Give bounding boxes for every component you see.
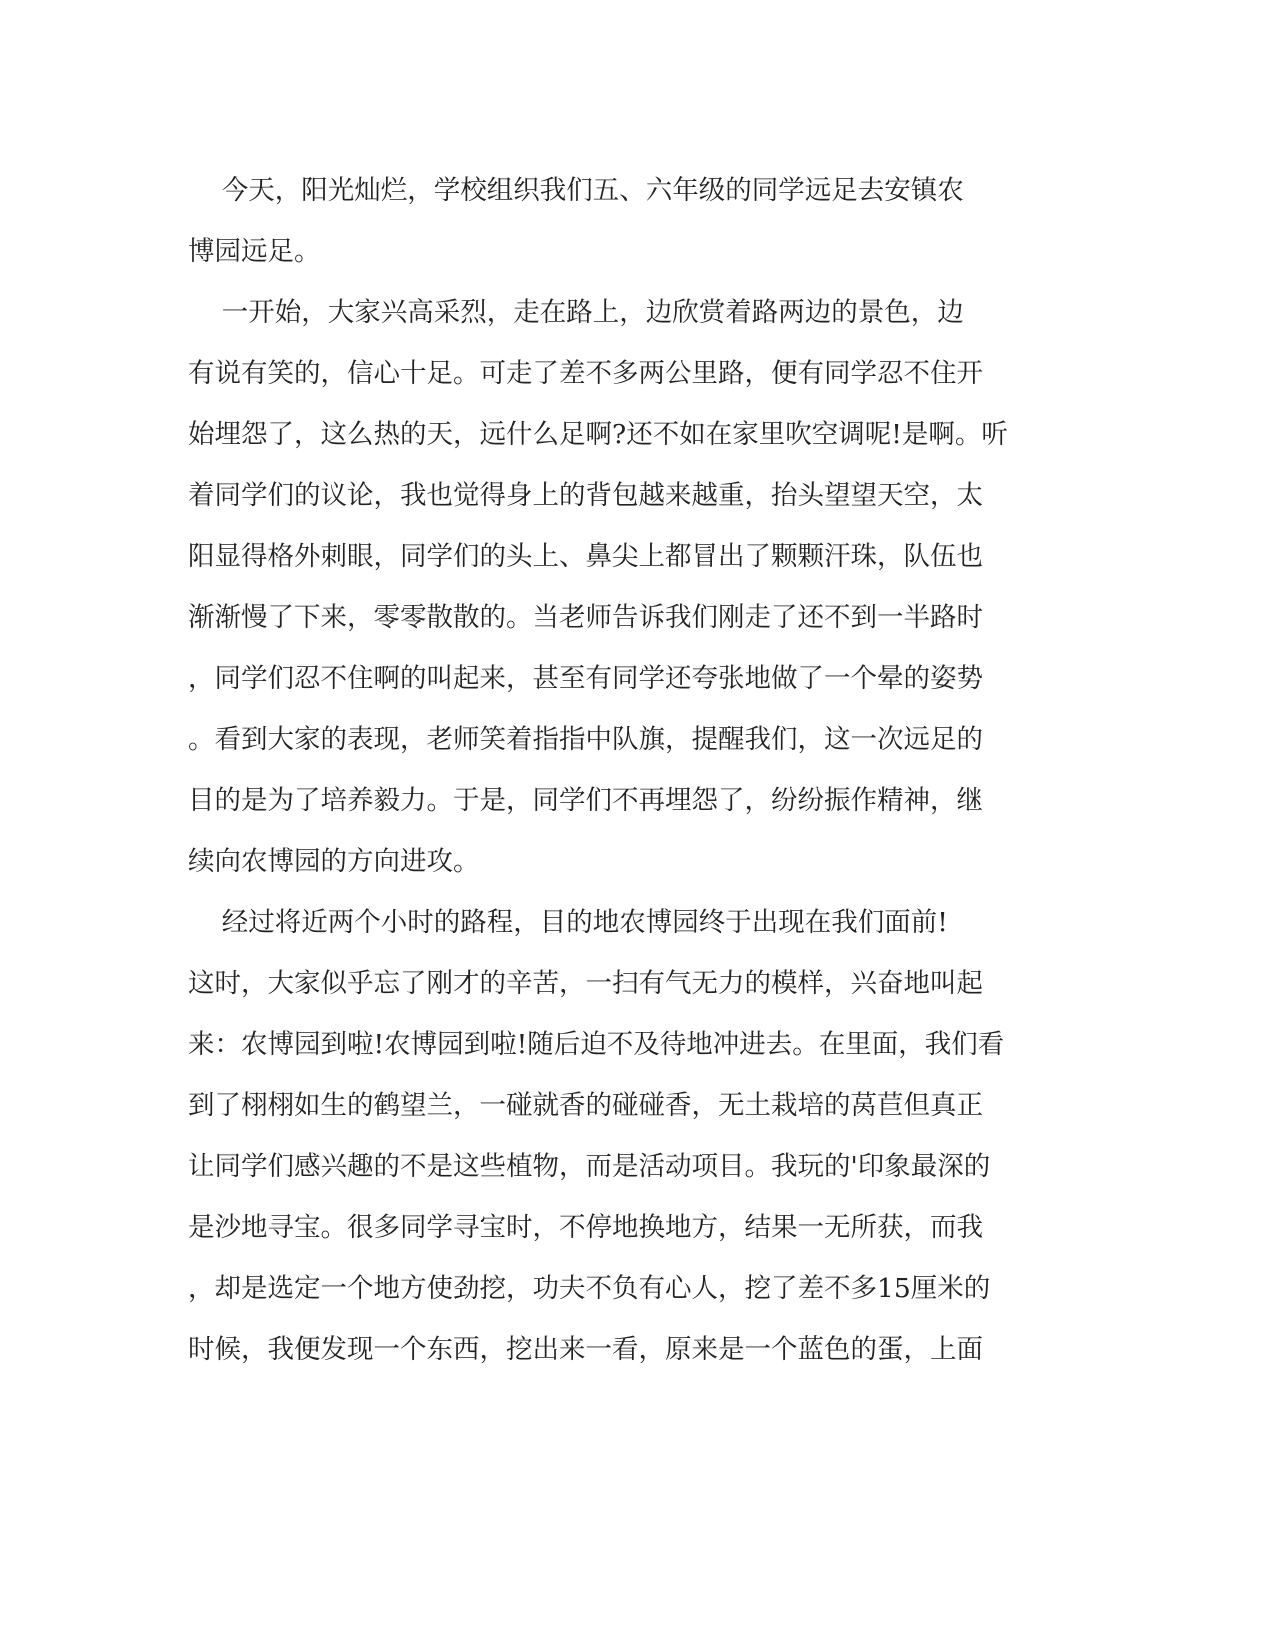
- text-line: 时候，我便发现一个东西，挖出来一看，原来是一个蓝色的蛋，上面: [188, 1334, 983, 1365]
- text-line: 阳显得格外刺眼，同学们的头上、鼻尖上都冒出了颗颗汗珠，队伍也: [188, 541, 983, 572]
- text-line: 着同学们的议论，我也觉得身上的背包越来越重，抬头望望天空，太: [188, 480, 983, 511]
- text-line: 。看到大家的表现，老师笑着指指中队旗，提醒我们，这一次远足的: [188, 724, 983, 755]
- text-line: 一开始，大家兴高采烈，走在路上，边欣赏着路两边的景色，边: [188, 297, 964, 328]
- essay-body: [188, 160, 1078, 1380]
- text-line: 这时，大家似乎忘了刚才的辛苦，一扫有气无力的模样，兴奋地叫起: [188, 968, 983, 999]
- text-line: 经过将近两个小时的路程，目的地农博园终于出现在我们面前!: [188, 907, 948, 938]
- text-line: 有说有笑的，信心十足。可走了差不多两公里路，便有同学忍不住开: [188, 358, 983, 389]
- text-line: 续向农博园的方向进攻。: [188, 846, 480, 877]
- text-line: 来：农博园到啦!农博园到啦!随后迫不及待地冲进去。在里面，我们看: [188, 1029, 1005, 1060]
- text-line: 渐渐慢了下来，零零散散的。当老师告诉我们刚走了还不到一半路时: [188, 602, 983, 633]
- text-line: ，却是选定一个地方使劲挖，功夫不负有心人，挖了差不多15厘米的: [188, 1273, 991, 1304]
- text-line: 让同学们感兴趣的不是这些植物，而是活动项目。我玩的'印象最深的: [188, 1151, 991, 1182]
- text-line: 到了栩栩如生的鹤望兰，一碰就香的碰碰香，无土栽培的莴苣但真正: [188, 1090, 983, 1121]
- text-line: ，同学们忍不住啊的叫起来，甚至有同学还夸张地做了一个晕的姿势: [188, 663, 983, 694]
- text-line: 目的是为了培养毅力。于是，同学们不再埋怨了，纷纷振作精神，继: [188, 785, 983, 816]
- text-line: 今天，阳光灿烂，学校组织我们五、六年级的同学远足去安镇农: [188, 175, 964, 206]
- text-line: 是沙地寻宝。很多同学寻宝时，不停地换地方，结果一无所获，而我: [188, 1212, 983, 1243]
- text-line: 博园远足。: [188, 236, 321, 267]
- text-line: 始埋怨了，这么热的天，远什么足啊?还不如在家里吹空调呢!是啊。听: [188, 419, 1008, 450]
